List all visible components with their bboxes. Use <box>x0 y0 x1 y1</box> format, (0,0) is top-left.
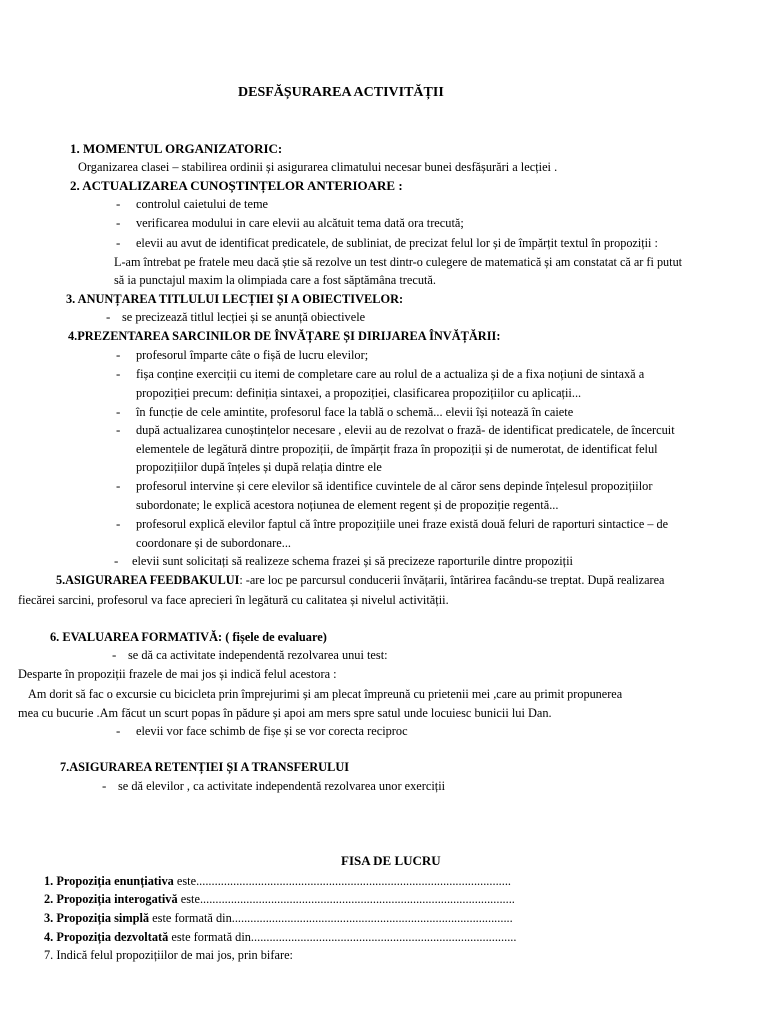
section-3-heading: 3. ANUNȚAREA TITLULUI LECȚIEI ȘI A OBIECTIVELOR: <box>66 291 404 306</box>
worksheet-item-blank: este formată din........................................................................................... <box>149 910 513 925</box>
worksheet-item-number: 2. <box>44 891 54 906</box>
bullet-dash: - <box>116 347 121 362</box>
section-4-heading: 4.PREZENTAREA SARCINILOR DE ÎNVĂȚARE ȘI DIRIJAREA ÎNVĂȚĂRII: <box>68 328 501 343</box>
section-6-heading: 6. EVALUAREA FORMATIVĂ: ( fișele de evaluare) <box>50 629 327 644</box>
s2-bullet-3: elevii au avut de identificat predicatele, de subliniat, de precizat felul lor și de împărțit textul în propoziții : <box>136 235 658 250</box>
s3-bullet: se precizează titlul lecției și se anunță obiectivele <box>122 309 366 324</box>
worksheet-item-blank: este...................................................................................................... <box>173 873 512 888</box>
s4-bullet-2a: fișa conține exerciții cu itemi de completare care au rolul de a actualiza și de a fixa noțiuni de sintaxă a <box>136 366 645 381</box>
section-5-text-1: : -are loc pe parcursul conducerii învățarii, întărirea facându-se treptat. După realizarea <box>239 572 665 587</box>
bullet-dash: - <box>116 366 121 381</box>
worksheet-item-7: 7. Indică felul propozițiilor de mai jos, prin bifare: <box>44 947 293 962</box>
s6-line-2: Am dorit să fac o excursie cu bicicleta prin împrejurimi și am plecat împreună cu prietenii mei ,care au primit propunerea <box>28 686 623 701</box>
worksheet-item-4 <box>44 929 516 945</box>
bullet-dash: - <box>116 215 121 230</box>
section-7-heading: 7.ASIGURAREA RETENȚIEI ȘI A TRANSFERULUI <box>60 759 350 774</box>
worksheet-item-number: 4. <box>44 929 54 944</box>
section-5-line-1 <box>56 572 664 588</box>
worksheet-item-term: Propoziția interogativă <box>56 891 178 906</box>
worksheet-item-number: 3. <box>44 910 54 925</box>
worksheet-item-number: 1. <box>44 873 54 888</box>
s7-bullet: se dă elevilor , ca activitate independentă rezolvarea unor exerciții <box>118 778 446 793</box>
s4-bullet-4a: după actualizarea cunoștințelor necesare , elevii au de rezolvat o frază- de identificat predicatele, de încercuit <box>136 422 675 437</box>
s2-note-line-2: să ia punctajul maxim la olimpiada care a fost săptămâna trecută. <box>114 272 437 287</box>
s4-bullet-6a: profesorul explică elevilor faptul că între propozițiile unei fraze există două feluri de raporturi sintactice – de <box>136 516 669 531</box>
s4-bullet-1: profesorul împarte câte o fișă de lucru elevilor; <box>136 347 369 362</box>
worksheet-item-1 <box>44 873 511 889</box>
s2-bullet-2: verificarea modului in care elevii au alcătuit tema dată ora trecută; <box>136 215 464 230</box>
bullet-dash: - <box>102 778 107 793</box>
s2-note-line-1: L-am întrebat pe fratele meu dacă știe să rezolve un test dintr-o culegere de matematică și am constatat că ar fi putut <box>114 254 683 269</box>
s6-line-1: Desparte în propoziții frazele de mai jos și indică felul acestora : <box>18 666 337 681</box>
worksheet-item-blank: este formată din...................................................................................... <box>168 929 517 944</box>
worksheet-item-2 <box>44 891 515 907</box>
s6-bullet-2: elevii vor face schimb de fișe și se vor corecta reciproc <box>136 723 408 738</box>
worksheet-item-term: Propoziția dezvoltată <box>56 929 169 944</box>
bullet-dash: - <box>116 516 121 531</box>
bullet-dash: - <box>116 478 121 493</box>
s4-bullet-5b: subordonate; le explică acestora noțiunea de element regent și de propoziție regentă... <box>136 497 559 512</box>
s4-bullet-5a: profesorul intervine și cere elevilor să identifice cuvintele de al căror sens depinde înțelesul propozițiilor <box>136 478 653 493</box>
section-5-text-2: fiecărei sarcini, profesorul va face aprecieri în legătură cu calitatea și nivelul activității. <box>18 592 449 607</box>
s6-bullet-1: se dă ca activitate independentă rezolvarea unui test: <box>128 647 388 662</box>
s4-bullet-3: în funcție de cele amintite, profesorul face la tablă o schemă... elevii își notează în caiete <box>136 404 574 419</box>
bullet-dash: - <box>112 647 117 662</box>
worksheet-item-3 <box>44 910 513 926</box>
s4-bullet-2b: propoziției precum: definiția sintaxei, a propoziției, clasificarea propozițiilor cu aplicații... <box>136 385 582 400</box>
bullet-dash: - <box>116 422 121 437</box>
bullet-dash: - <box>106 309 111 324</box>
worksheet-item-term: Propoziția enunțiativa <box>56 873 174 888</box>
section-2-heading: 2. ACTUALIZAREA CUNOȘTINȚELOR ANTERIOARE : <box>70 178 403 193</box>
section-1-text: Organizarea clasei – stabilirea ordinii și asigurarea climatului necesar bunei desfășurări a lecției . <box>78 159 558 174</box>
s2-bullet-1: controlul caietului de teme <box>136 196 269 211</box>
bullet-dash: - <box>116 404 121 419</box>
bullet-dash: - <box>114 553 119 568</box>
worksheet-item-blank: este...................................................................................................... <box>177 891 515 906</box>
s4-bullet-4c: propozițiilor după înțeles și după relația dintre ele <box>136 459 382 474</box>
section-5-heading: 5.ASIGURAREA FEEDBAKULUI <box>56 572 240 587</box>
bullet-dash: - <box>116 723 121 738</box>
worksheet-item-term: Propoziția simplă <box>56 910 150 925</box>
bullet-dash: - <box>116 235 121 250</box>
section-1-heading: 1. MOMENTUL ORGANIZATORIC: <box>70 141 283 156</box>
worksheet-title: FISA DE LUCRU <box>341 853 441 868</box>
bullet-dash: - <box>116 196 121 211</box>
s4-bullet-7: elevii sunt solicitați să realizeze schema frazei și să precizeze raporturile dintre propoziții <box>132 553 573 568</box>
s6-line-3: mea cu bucurie .Am făcut un scurt popas în pădure și apoi am mers spre satul unde locuiesc bunicii lui Dan. <box>18 705 552 720</box>
s4-bullet-4b: elementele de legătură dintre propoziții, de împărțit fraza în propoziții și de numerotat, de identificat felul <box>136 441 658 456</box>
page-title: DESFĂȘURAREA ACTIVITĂȚII <box>238 85 444 100</box>
s4-bullet-6b: coordonare și de subordonare... <box>136 535 292 550</box>
